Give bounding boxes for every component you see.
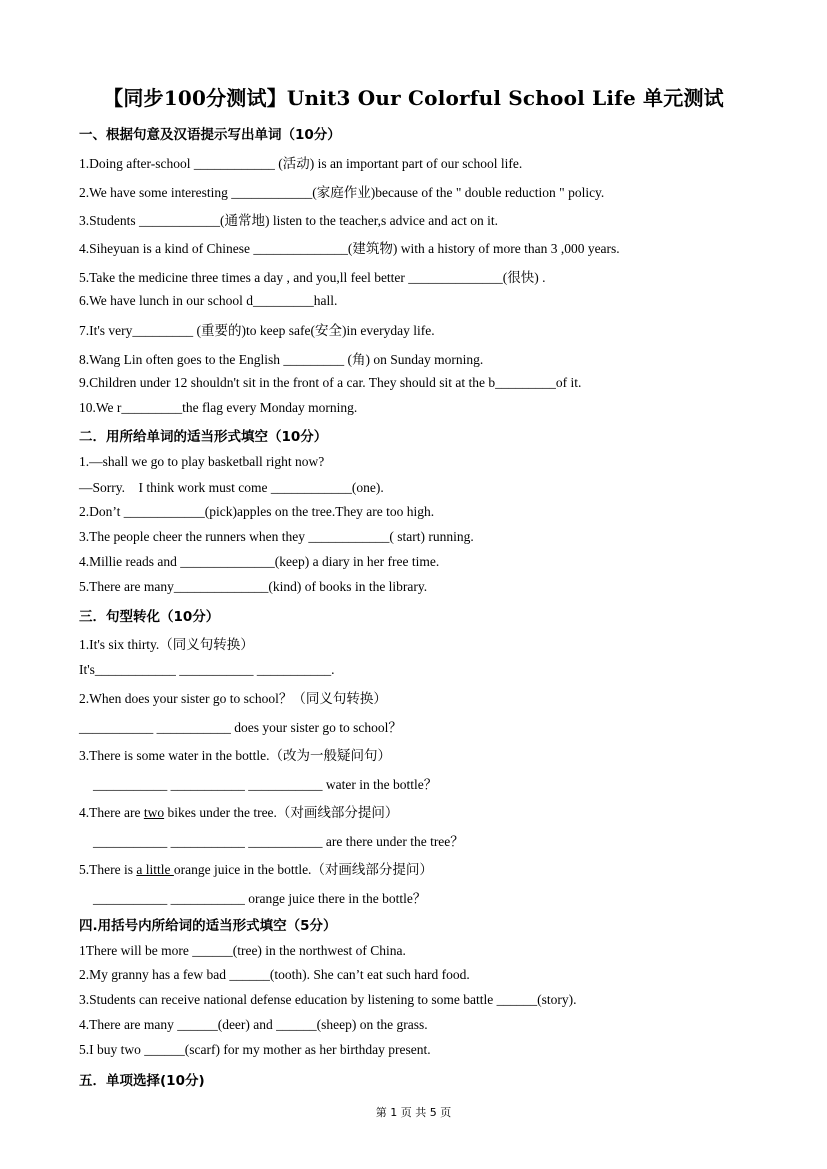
s3-question-2-answer-line: ___________ ___________ does your sister go to school？: [79, 720, 402, 735]
s3-question-1: 1.It's six thirty.（同义句转换）: [79, 637, 254, 652]
s3-q5-text-end: orange juice in the bottle.（对画线部分提问）: [173, 862, 433, 877]
page-footer: 第 1 页 共 5 页: [375, 1106, 452, 1119]
s3-question-2: 2.When does your sister go to school？（同义句转换）: [79, 691, 387, 706]
s1-question-5: 5.Take the medicine three times a day , and you,ll feel better ______________(很快) .: [79, 270, 546, 285]
s2-question-3: 3.The people cheer the runners when they ____________( start) running.: [79, 529, 474, 544]
section-5-heading: 五．单项选择(10分): [79, 1073, 205, 1089]
section-2-heading: 二．用所给单词的适当形式填空（10分）: [79, 429, 328, 445]
s4-question-4: 4.There are many ______(deer) and ______(sheep) on the grass.: [79, 1017, 428, 1032]
section-4-heading: 四.用括号内所给词的适当形式填空（5分）: [79, 918, 337, 934]
s3-q4-text-start: 4.There are: [79, 805, 144, 820]
s4-question-2: 2.My granny has a few bad ______(tooth). She can’t eat such hard food.: [79, 967, 470, 982]
s3-q5-text-start: 5.There is: [79, 862, 137, 877]
s2-question-1-prompt: 1.—shall we go to play basketball right now?: [79, 454, 325, 469]
s3-question-3: 3.There is some water in the bottle.（改为一般疑问句）: [79, 748, 391, 763]
s3-question-1-answer-line: It's____________ ___________ ___________.: [79, 662, 335, 677]
s1-question-4: 4.Siheyuan is a kind of Chinese ______________(建筑物) with a history of more than 3 ,000 years.: [79, 241, 620, 256]
s1-question-3: 3.Students ____________(通常地) listen to the teacher,s advice and act on it.: [79, 213, 498, 228]
s3-q5-underlined-phrase: a little: [136, 862, 174, 877]
s4-question-1: 1There will be more ______(tree) in the northwest of China.: [79, 943, 406, 958]
s3-question-4-answer-line: ___________ ___________ ___________ are there under the tree？: [93, 834, 464, 849]
s3-q4-underlined-word: two: [143, 805, 165, 820]
s4-question-3: 3.Students can receive national defense education by listening to some battle ______(story).: [79, 992, 577, 1007]
s3-question-5: [79, 858, 433, 878]
s1-question-9: 9.Children under 12 shouldn't sit in the front of a car. They should sit at the b_________of it.: [79, 375, 582, 390]
s2-question-1-reply: —Sorry. I think work must come ____________(one).: [79, 480, 384, 495]
s2-question-5: 5.There are many______________(kind) of books in the library.: [79, 579, 428, 594]
section-3-heading: 三．句型转化（10分）: [79, 609, 220, 625]
s3-q4-text-end: bikes under the tree.（对画线部分提问）: [164, 805, 399, 820]
document-title: 【同步100分测试】Unit3 Our Colorful School Life 单元测试: [103, 86, 724, 110]
s1-question-6: 6.We have lunch in our school d_________hall.: [79, 293, 338, 308]
s1-question-7: 7.It's very_________ (重要的)to keep safe(安全)in everyday life.: [79, 323, 435, 338]
s2-question-2: 2.Don’t ____________(pick)apples on the tree.They are too high.: [79, 504, 435, 519]
s4-question-5: 5.I buy two ______(scarf) for my mother as her birthday present.: [79, 1042, 431, 1057]
section-1-heading: 一、根据句意及汉语提示写出单词（10分）: [79, 127, 341, 143]
s1-question-10: 10.We r_________the flag every Monday morning.: [79, 400, 358, 415]
s3-question-5-answer-line: ___________ ___________ orange juice there in the bottle？: [93, 891, 427, 906]
s1-question-8: 8.Wang Lin often goes to the English _________ (角) on Sunday morning.: [79, 352, 484, 367]
s1-question-2: 2.We have some interesting ____________(家庭作业)because of the " double reduction " policy.: [79, 185, 605, 200]
s3-question-3-answer-line: ___________ ___________ ___________ water in the bottle？: [93, 777, 438, 792]
s3-question-4: [79, 801, 398, 821]
s2-question-4: 4.Millie reads and ______________(keep) a diary in her free time.: [79, 554, 440, 569]
s1-question-1: 1.Doing after-school ____________ (活动) is an important part of our school life.: [79, 156, 523, 171]
